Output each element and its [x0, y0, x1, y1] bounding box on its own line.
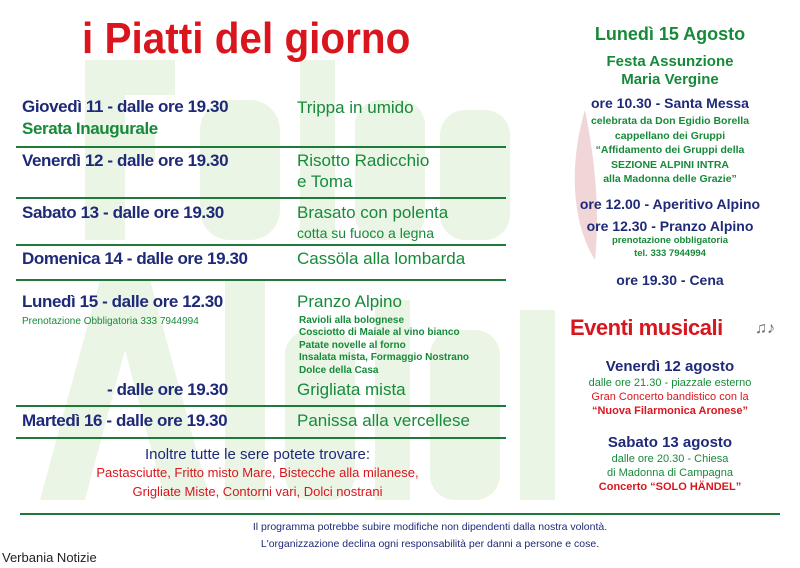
event-desc: Gran Concerto bandistico con la	[591, 391, 749, 403]
menu-item: Cosciotto di Maiale al vino bianco	[299, 327, 460, 339]
credit: Verbania Notizie	[2, 550, 97, 565]
music-title: Eventi musicali	[570, 315, 723, 340]
divider	[16, 405, 506, 407]
day-label: Domenica 14 - dalle ore 19.30	[22, 249, 248, 268]
divider	[16, 146, 506, 148]
aperitivo: ore 12.00 - Aperitivo Alpino	[579, 196, 761, 212]
day-label: Venerdì 12 - dalle ore 19.30	[22, 151, 229, 170]
event-place: di Madonna di Campagna	[607, 467, 733, 479]
dish: Cassöla alla lombarda	[297, 249, 466, 268]
phone: tel. 333 7944994	[634, 248, 706, 259]
feast-name: Festa Assunzione	[606, 53, 734, 70]
event-place: dalle ore 21.30 - piazzale esterno	[588, 377, 752, 389]
day-label: - dalle ore 19.30	[107, 380, 228, 399]
dish: Panissa alla vercellese	[297, 411, 470, 430]
pranzo: ore 12.30 - Pranzo Alpino	[586, 218, 754, 234]
mass-line: cappellano dei Gruppi	[614, 129, 726, 142]
page-title: i Piatti del giorno	[82, 14, 411, 63]
event-desc: Concerto “SOLO HÄNDEL”	[598, 481, 742, 493]
day-label: Martedì 16 - dalle ore 19.30	[22, 411, 228, 430]
feast-name: Maria Vergine	[621, 71, 719, 88]
day-label: Lunedì 15 - dalle ore 12.30	[22, 292, 223, 311]
music-notes-icon: ♫♪	[755, 320, 775, 337]
divider	[16, 437, 506, 439]
menu-item: Insalata mista, Formaggio Nostrano	[299, 352, 470, 364]
mass-line: “Affidamento dei Gruppi della	[595, 144, 745, 156]
mass-time: ore 10.30 - Santa Messa	[591, 95, 749, 111]
dish-note: cotta su fuoco a legna	[297, 225, 434, 241]
day-label: Sabato 13 - dalle ore 19.30	[22, 203, 224, 222]
divider	[16, 244, 506, 246]
dish: e Toma	[297, 172, 353, 191]
menu-item: Patate novelle al forno	[299, 339, 406, 351]
day-note: Serata Inaugurale	[22, 119, 158, 138]
dish: Brasato con polenta	[297, 203, 449, 222]
divider	[16, 279, 506, 281]
dish: Pranzo Alpino	[297, 292, 402, 311]
event-desc: “Nuova Filarmonica Aronese”	[591, 405, 749, 417]
mass-details	[560, 114, 780, 187]
menu-list	[299, 315, 469, 377]
event-date: Venerdì 12 agosto	[605, 358, 735, 375]
booking: prenotazione obbligatoria	[611, 235, 729, 246]
dish: Risotto Radicchio	[297, 151, 430, 170]
feast-date: Lunedì 15 Agosto	[594, 24, 746, 44]
booking-note: Prenotazione Obbligatoria 333 7944994	[22, 316, 199, 327]
menu-item: Dolce della Casa	[299, 364, 379, 376]
extra-intro: Inoltre tutte le sere potete trovare:	[144, 446, 371, 463]
footer-disclaimer: L'organizzazione declina ogni responsabilità per danni a persone e cose.	[260, 538, 600, 550]
event-place: dalle ore 20.30 - Chiesa	[611, 453, 729, 465]
dish: Trippa in umido	[297, 98, 414, 117]
event-date: Sabato 13 agosto	[607, 434, 733, 451]
footer-divider	[20, 513, 780, 515]
extra-line: Pastasciutte, Fritto misto Mare, Bistecche alla milanese,	[96, 465, 419, 480]
day-label: Giovedì 11 - dalle ore 19.30	[22, 97, 229, 116]
mass-line: alla Madonna delle Grazie”	[603, 173, 737, 185]
mass-line: celebrata da Don Egidio Borella	[590, 115, 750, 127]
mass-line: SEZIONE ALPINI INTRA	[610, 158, 730, 171]
extra-line: Grigliate Miste, Contorni vari, Dolci nostrani	[132, 484, 383, 499]
footer-disclaimer: Il programma potrebbe subire modifiche non dipendenti dalla nostra volontà.	[252, 521, 608, 533]
menu-item: Ravioli alla bolognese	[299, 315, 405, 326]
divider	[16, 197, 506, 199]
cena: ore 19.30 - Cena	[616, 272, 724, 288]
dish: Grigliata mista	[297, 380, 406, 399]
